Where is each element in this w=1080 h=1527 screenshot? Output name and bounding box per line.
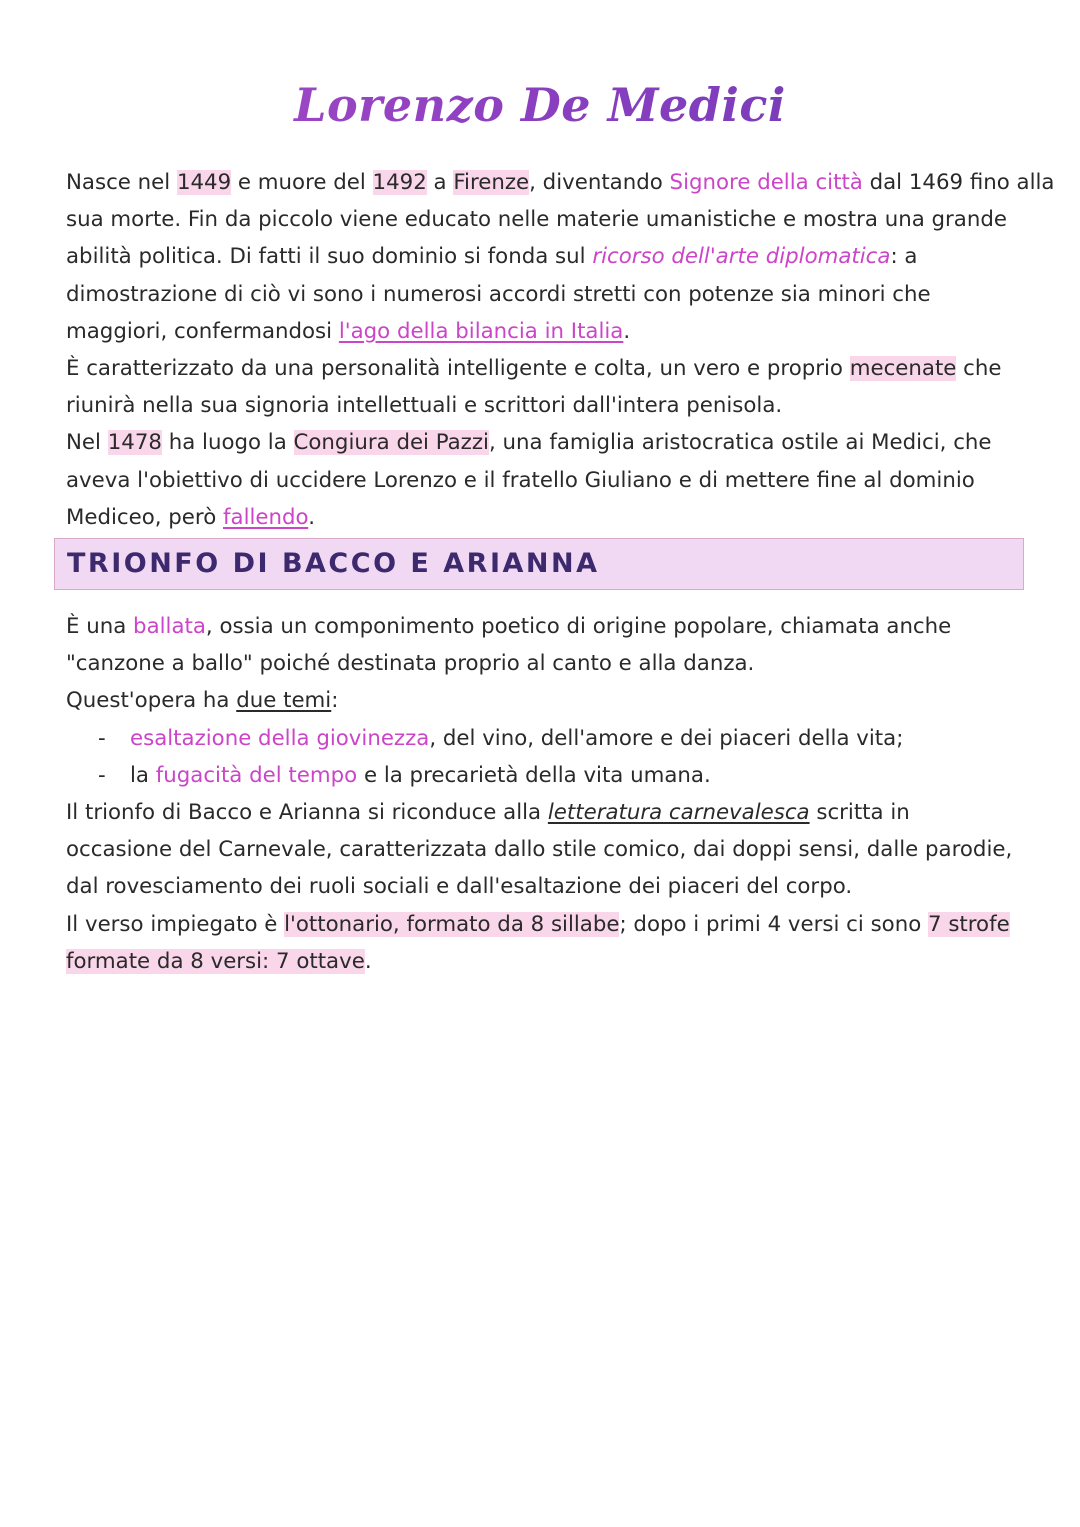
text-span: Il trionfo di Bacco e Arianna si riconduce alla xyxy=(66,800,548,826)
magenta-term: esaltazione della giovinezza xyxy=(130,725,430,751)
text-span: a xyxy=(426,170,454,195)
text-span: . xyxy=(364,948,372,974)
text-line xyxy=(66,943,1016,980)
text-span: la xyxy=(130,762,156,788)
text-span: , una famiglia aristocratica ostile ai Medici, che xyxy=(488,430,992,456)
text-line: sua morte. Fin da piccolo viene educato nelle materie umanistiche e mostra una grande xyxy=(66,207,1007,233)
dash-bullet: - xyxy=(98,762,106,788)
highlight-strofe: 7 strofe xyxy=(928,911,1010,937)
text-span: abilità politica. Di fatti il suo dominio si fonda sul xyxy=(66,244,593,270)
text-line xyxy=(66,499,1016,536)
text-span: Nel xyxy=(66,430,108,456)
text-line: dimostrazione di ciò vi sono i numerosi accordi stretti con potenze sia minori che xyxy=(66,281,931,307)
list-item xyxy=(66,757,1016,794)
magenta-term: fugacità del tempo xyxy=(155,762,358,788)
text-line xyxy=(66,906,1016,943)
highlight-city: Firenze xyxy=(453,170,530,195)
text-line xyxy=(66,794,1016,831)
highlight-birth-year: 1449 xyxy=(176,170,232,195)
text-line xyxy=(66,682,1016,719)
text-line xyxy=(66,424,1016,461)
section-header-bar xyxy=(54,538,1024,590)
text-span: , diventando xyxy=(529,170,670,195)
list-item xyxy=(66,720,1016,757)
text-span: maggiori, confermandosi xyxy=(66,318,339,344)
text-span: , del vino, dell'amore e dei piaceri della vita; xyxy=(429,725,904,751)
text-line: riunirà nella sua signoria intellettuali e scrittori dall'intera penisola. xyxy=(66,393,783,419)
underlined-magenta-term: fallendo xyxy=(223,504,309,530)
highlight-mecenate: mecenate xyxy=(849,356,957,382)
text-span: È una xyxy=(66,614,134,639)
body-paragraph xyxy=(66,608,1016,980)
page-title: Lorenzo De Medici xyxy=(0,78,1080,132)
highlight-ottonario: l'ottonario, formato da 8 sillabe xyxy=(284,911,620,937)
title-block xyxy=(0,78,1080,142)
text-line xyxy=(66,350,1016,387)
text-line xyxy=(66,313,1016,350)
text-span: . xyxy=(308,504,315,530)
text-span: Il verso impiegato è xyxy=(66,911,285,937)
text-span: . xyxy=(623,318,631,344)
intro-paragraph xyxy=(66,164,1055,536)
text-line xyxy=(66,608,1016,645)
italic-magenta-term: ricorso dell'arte diplomatica xyxy=(592,244,891,270)
text-line: dal rovesciamento dei ruoli sociali e dall'esaltazione dei piaceri del corpo. xyxy=(66,874,853,900)
text-line: occasione del Carnevale, caratterizzata dallo stile comico, dai doppi sensi, dalle parodie, xyxy=(66,837,1013,863)
text-span: È caratterizzato da una personalità intelligente e colta, un vero e proprio xyxy=(66,356,850,382)
text-span: ; dopo i primi 4 versi ci sono xyxy=(619,911,928,937)
magenta-term: Signore della città xyxy=(669,170,863,195)
text-span: , ossia un componimento poetico di origine popolare, chiamata anche xyxy=(205,614,952,639)
text-span: e la precarietà della vita umana. xyxy=(357,762,711,788)
underlined-magenta-term: l'ago della bilancia in Italia xyxy=(338,318,624,344)
italic-underlined-term: letteratura carnevalesca xyxy=(547,800,810,826)
text-line xyxy=(66,164,1055,201)
text-span: : a xyxy=(890,244,918,270)
text-span: scritta in xyxy=(809,800,910,826)
underlined-term: due temi xyxy=(236,688,332,714)
dash-bullet: - xyxy=(98,725,106,751)
highlight-congiura: Congiura dei Pazzi xyxy=(293,430,489,456)
text-span: dal 1469 fino alla xyxy=(862,170,1055,195)
text-span: e muore del xyxy=(231,170,373,195)
text-span: che xyxy=(956,356,1002,382)
text-span: : xyxy=(331,688,339,714)
text-line: "canzone a ballo" poiché destinata proprio al canto e alla danza. xyxy=(66,651,755,677)
magenta-term: ballata xyxy=(133,614,206,639)
text-line xyxy=(66,238,1016,275)
text-span: Quest'opera ha xyxy=(66,688,237,714)
text-span: Mediceo, però xyxy=(66,504,224,530)
section-title: TRIONFO DI BACCO E ARIANNA xyxy=(67,548,600,579)
highlight-death-year: 1492 xyxy=(372,170,427,195)
text-span: ha luogo la xyxy=(161,430,294,456)
text-line: aveva l'obiettivo di uccidere Lorenzo e il fratello Giuliano e di mettere fine al dominio xyxy=(66,467,975,493)
text-span: Nasce nel xyxy=(66,170,177,195)
highlight-ottave: formate da 8 versi: 7 ottave xyxy=(66,948,365,974)
highlight-year: 1478 xyxy=(107,430,162,456)
